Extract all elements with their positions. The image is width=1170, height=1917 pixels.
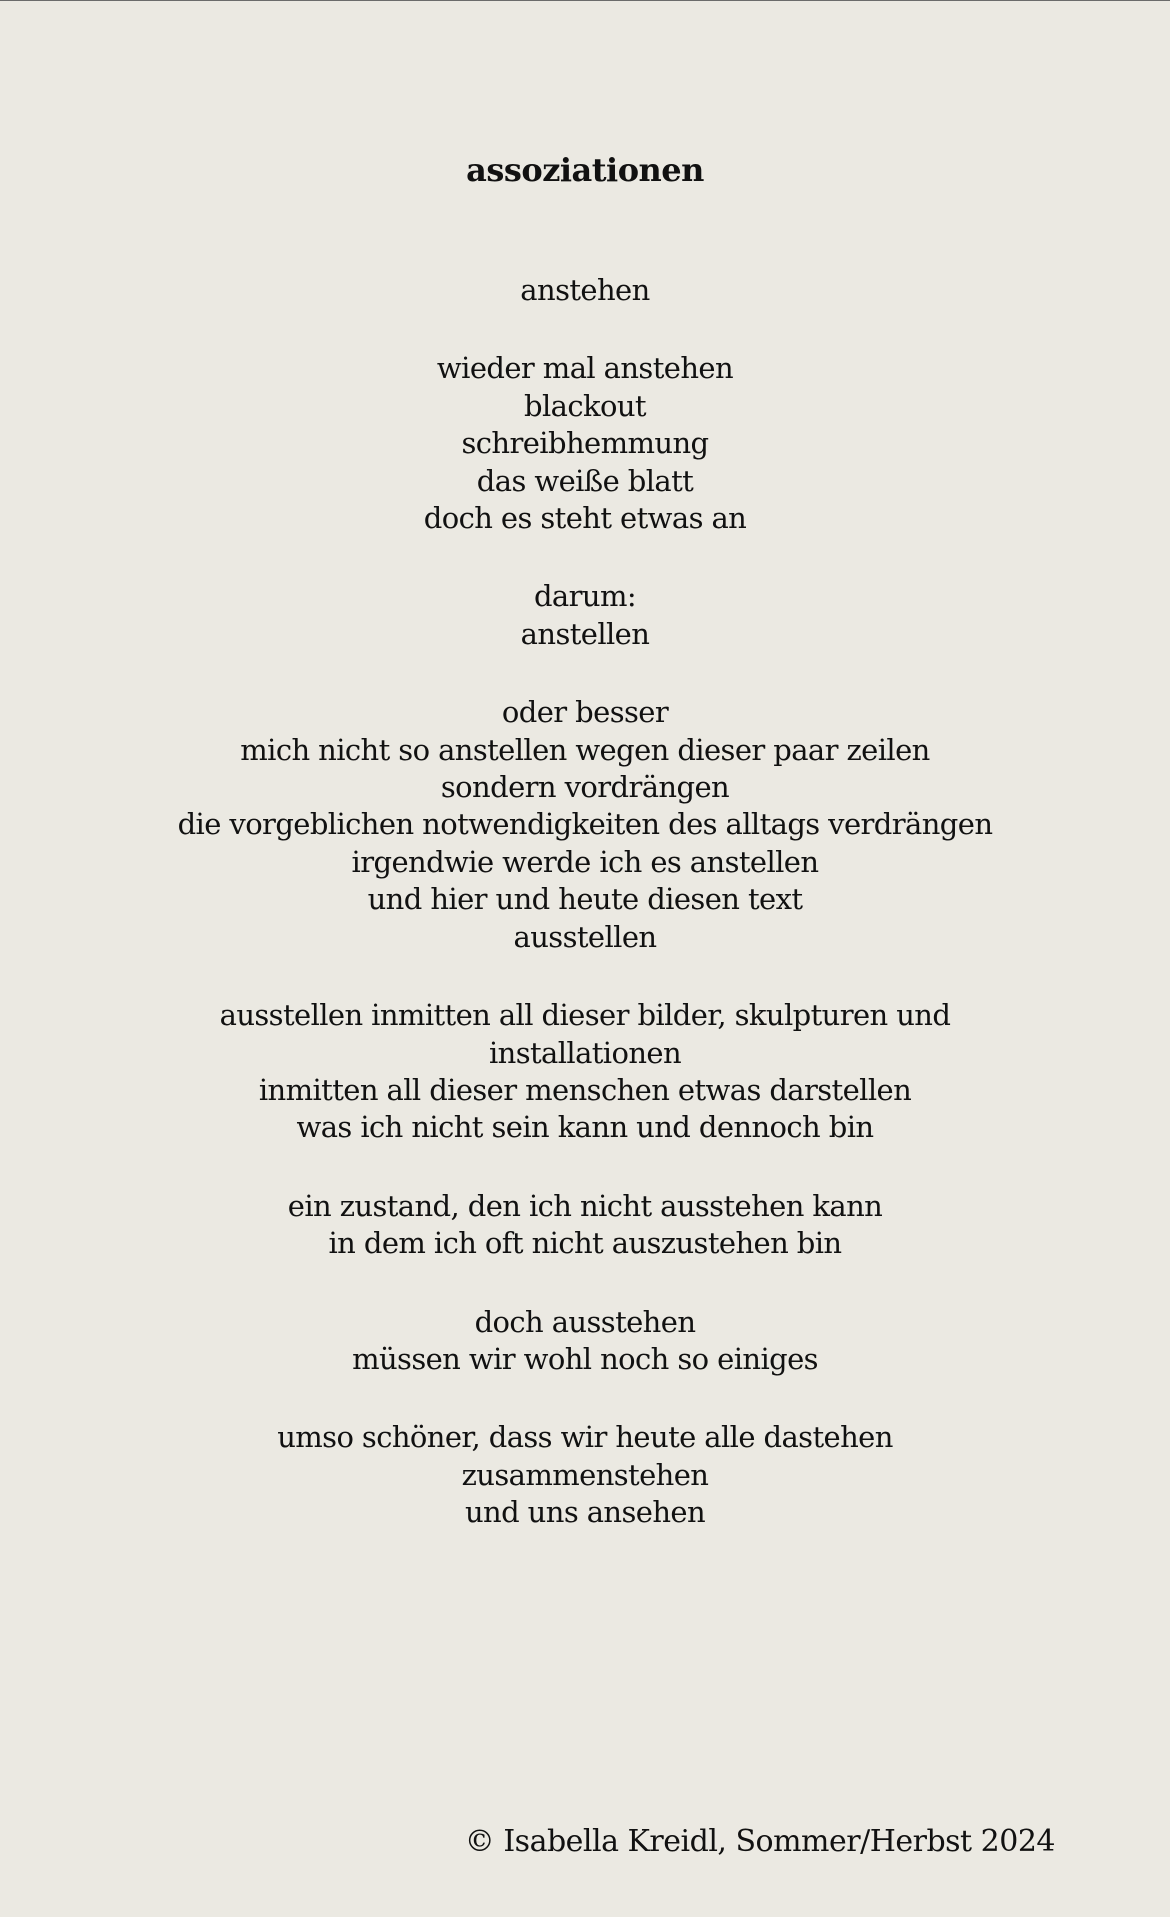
poem-line: und hier und heute diesen text: [367, 882, 803, 917]
poem-line: schreibhemmung: [461, 426, 709, 461]
poem-line: irgendwie werde ich es anstellen: [351, 844, 819, 879]
poem-line: anstellen: [520, 616, 650, 651]
poem-line: doch ausstehen: [474, 1304, 696, 1339]
poem-line: sondern vordrängen: [440, 770, 730, 805]
poem-line: wieder mal anstehen: [436, 351, 734, 386]
stanza-8: [0, 1419, 1170, 1531]
poem-line: in dem ich oft nicht auszustehen bin: [328, 1226, 842, 1261]
top-border-line: [0, 0, 1170, 1]
copyright-notice: © Isabella Kreidl, Sommer/Herbst 2024: [464, 1824, 1055, 1859]
poem-line: das weiße blatt: [476, 463, 694, 498]
poem-line: doch es steht etwas an: [423, 501, 747, 536]
stanza-3: [0, 578, 1170, 653]
stanza-5: [0, 997, 1170, 1147]
poem-title: assoziationen: [466, 151, 704, 189]
poem-line: blackout: [524, 388, 646, 423]
poem-line: die vorgeblichen notwendigkeiten des alltags verdrängen: [177, 807, 993, 842]
poem-line: ein zustand, den ich nicht ausstehen kann: [287, 1188, 883, 1223]
stanza-6: [0, 1188, 1170, 1263]
poem-line: mich nicht so anstellen wegen dieser paar zeilen: [240, 732, 930, 767]
poem-line: oder besser: [501, 695, 669, 730]
stanza-7: [0, 1304, 1170, 1379]
poem-line: installationen: [488, 1035, 682, 1070]
poem-line: anstehen: [520, 273, 650, 307]
poem-line: darum:: [533, 579, 637, 614]
stanza-2: [0, 350, 1170, 537]
poem-line: ausstellen: [513, 919, 657, 954]
poem-line: umso schöner, dass wir heute alle dastehen: [277, 1420, 893, 1455]
poem-line: und uns ansehen: [464, 1495, 706, 1530]
poem-line: was ich nicht sein kann und dennoch bin: [296, 1110, 874, 1145]
poem-line: inmitten all dieser menschen etwas darstellen: [258, 1072, 912, 1107]
poem-body: [0, 272, 1170, 1573]
stanza-1: [0, 272, 1170, 309]
poem-line: zusammenstehen: [461, 1457, 709, 1492]
stanza-4: [0, 694, 1170, 956]
poem-line: müssen wir wohl noch so einiges: [352, 1341, 818, 1376]
poem-line: ausstellen inmitten all dieser bilder, skulpturen und: [219, 998, 951, 1033]
